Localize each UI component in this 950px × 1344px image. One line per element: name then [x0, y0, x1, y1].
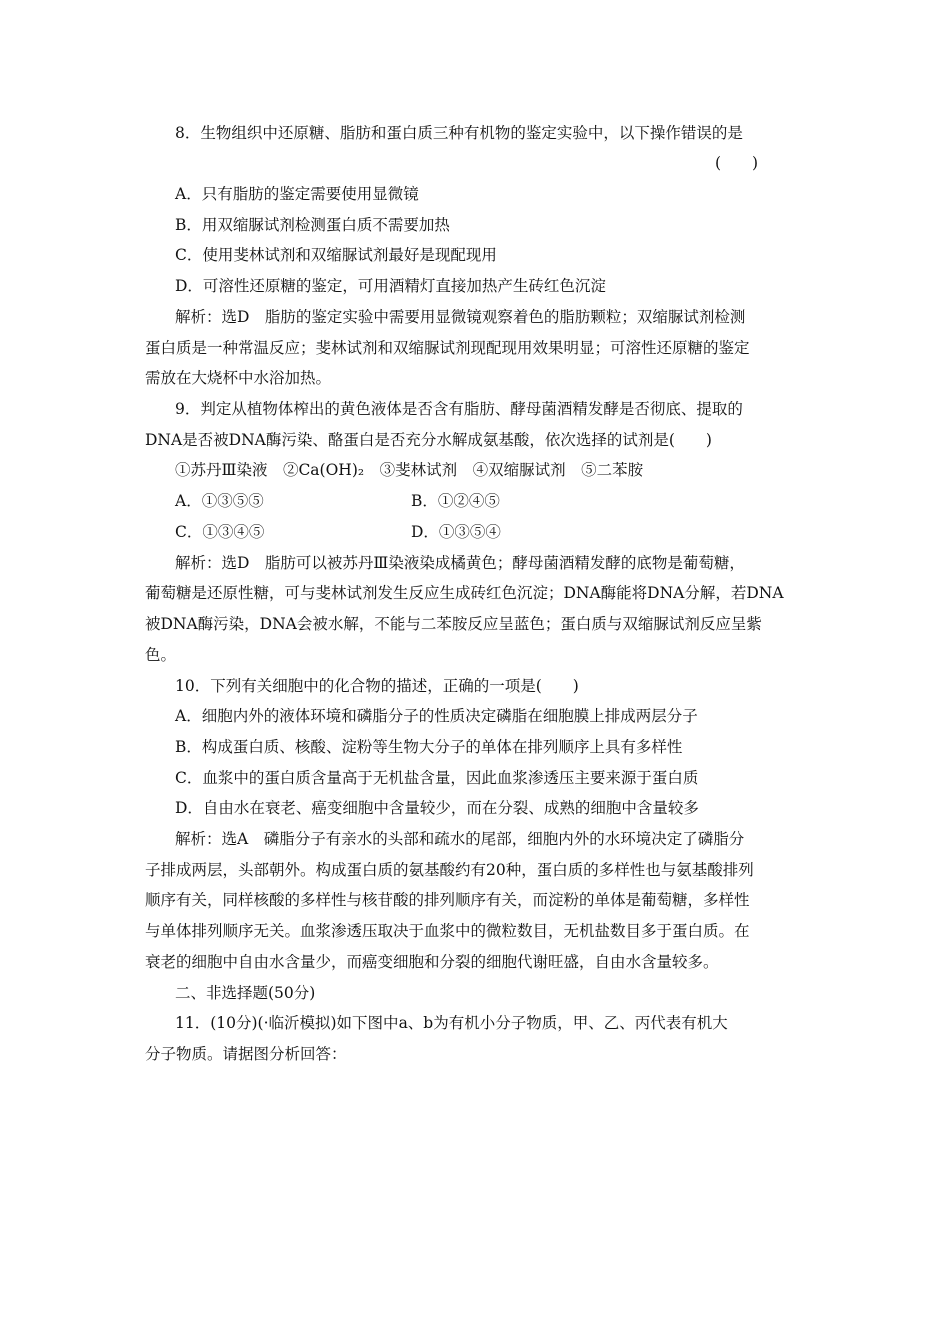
q9-option-c: C．①③④⑤ [175, 523, 265, 541]
q9-analysis-line: 解析：选D 脂肪可以被苏丹Ⅲ染液染成橘黄色；酵母菌酒精发酵的底物是葡萄糖， [175, 554, 745, 572]
q10-analysis-line: 子排成两层，头部朝外。构成蛋白质的氨基酸约有20种，蛋白质的多样性也与氨基酸排列 [145, 861, 754, 879]
q8-answer-bracket: ( ) [715, 154, 759, 172]
q8-option-c: C．使用斐林试剂和双缩脲试剂最好是现配现用 [175, 246, 497, 264]
q10-option-a: A．细胞内外的液体环境和磷脂分子的性质决定磷脂在细胞膜上排成两层分子 [175, 707, 698, 725]
q11-stem-line: 11．(10分)(·临沂模拟)如下图中a、b为有机小分子物质，甲、乙、丙代表有机大 [175, 1014, 728, 1032]
q9-analysis-line: 被DNA酶污染，DNA会被水解，不能与二苯胺反应呈蓝色；蛋白质与双缩脲试剂反应呈紫 [145, 615, 762, 633]
q9-analysis-line: 葡萄糖是还原性糖，可与斐林试剂发生反应生成砖红色沉淀；DNA酶能将DNA分解，若DNA [145, 584, 784, 602]
q9-analysis-line: 色。 [145, 646, 177, 664]
q9-option-d: D．①③⑤④ [411, 523, 501, 541]
q10-option-d: D．自由水在衰老、癌变细胞中含量较少，而在分裂、成熟的细胞中含量较多 [175, 799, 699, 817]
section-heading: 二、非选择题(50分) [175, 984, 316, 1002]
q10-analysis-line: 解析：选A 磷脂分子有亲水的头部和疏水的尾部，细胞内外的水环境决定了磷脂分 [175, 830, 745, 848]
q9-stem-line: 9．判定从植物体榨出的黄色液体是否含有脂肪、酵母菌酒精发酵是否彻底、提取的 [175, 400, 743, 418]
q10-option-b: B．构成蛋白质、核酸、淀粉等生物大分子的单体在排列顺序上具有多样性 [175, 738, 683, 756]
q9-reagent-list: ①苏丹Ⅲ染液 ②Ca(OH)₂ ③斐林试剂 ④双缩脲试剂 ⑤二苯胺 [175, 461, 644, 479]
q8-option-b: B．用双缩脲试剂检测蛋白质不需要加热 [175, 216, 450, 234]
q8-analysis-line: 解析：选D 脂肪的鉴定实验中需要用显微镜观察着色的脂肪颗粒；双缩脲试剂检测 [175, 308, 746, 326]
q10-analysis-line: 衰老的细胞中自由水含量少，而癌变细胞和分裂的细胞代谢旺盛，自由水含量较多。 [145, 953, 719, 971]
q9-stem-line: DNA是否被DNA酶污染、酪蛋白是否充分水解成氨基酸，依次选择的试剂是( ) [145, 431, 712, 449]
q8-analysis-line: 需放在大烧杯中水浴加热。 [145, 369, 332, 387]
q9-option-b: B．①②④⑤ [411, 492, 500, 510]
q8-stem: 8．生物组织中还原糖、脂肪和蛋白质三种有机物的鉴定实验中，以下操作错误的是 [175, 124, 743, 142]
q10-stem: 10．下列有关细胞中的化合物的描述，正确的一项是( ) [175, 677, 579, 695]
q10-analysis-line: 与单体排列顺序无关。血浆渗透压取决于血浆中的微粒数目，无机盐数目多于蛋白质。在 [145, 922, 750, 940]
q8-option-a: A．只有脂肪的鉴定需要使用显微镜 [175, 185, 419, 203]
q9-option-a: A．①③⑤⑤ [175, 492, 264, 510]
q8-analysis-line: 蛋白质是一种常温反应；斐林试剂和双缩脲试剂现配现用效果明显；可溶性还原糖的鉴定 [145, 339, 750, 357]
q10-option-c: C．血浆中的蛋白质含量高于无机盐含量，因此血浆渗透压主要来源于蛋白质 [175, 769, 699, 787]
q10-analysis-line: 顺序有关，同样核酸的多样性与核苷酸的排列顺序有关，而淀粉的单体是葡萄糖，多样性 [145, 891, 750, 909]
q11-stem-line: 分子物质。请据图分析回答： [145, 1045, 347, 1063]
q8-option-d: D．可溶性还原糖的鉴定，可用酒精灯直接加热产生砖红色沉淀 [175, 277, 606, 295]
